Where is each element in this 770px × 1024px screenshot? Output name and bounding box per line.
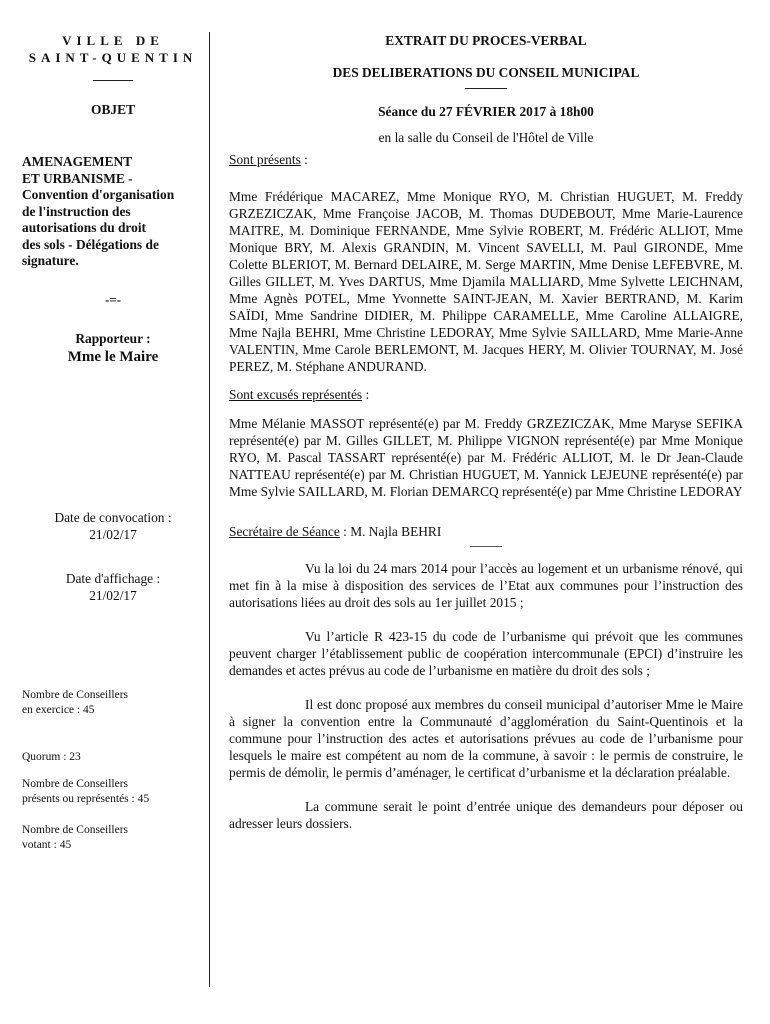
exercice-line-2: en exercice : 45 (22, 703, 95, 716)
presents-line-1: Nombre de Conseillers (22, 777, 129, 790)
seance-date: Séance du 27 FÉVRIER 2017 à 18h00 (378, 104, 594, 119)
subject-line: autorisations du droit (22, 220, 147, 235)
quorum: Quorum : 23 (22, 750, 81, 763)
subject-separator: -=- (104, 291, 122, 307)
column-divider (209, 32, 210, 987)
presents-heading (229, 151, 743, 168)
rapporteur-label: Rapporteur : (75, 330, 151, 346)
secretaire-value: : M. Najla BEHRI (339, 524, 442, 539)
excuses-colon: : (362, 387, 370, 402)
main-content (229, 32, 743, 832)
secretaire-separator (470, 546, 502, 547)
affichage-date: 21/02/17 (89, 587, 137, 603)
city-name (22, 32, 204, 66)
conseillers-votant (22, 823, 204, 853)
city-line-2: SAINT-QUENTIN (28, 50, 198, 65)
paragraph-proposition: Il est donc proposé aux membres du conseil municipal d’autoriser Mme le Maire à signer la convention entre la Communauté d’agglomération du Saint-Quentinois et la commune pour l’instruction des actes et autorisations prévues au code de l’urbanisme pour lesquels le maire est compétent au nom de la commune, à savoir : le permis de construire, le permis de démolir, le permis d’aménager, le certificat d’urbanisme et la déclaration préalable. (229, 697, 743, 780)
title-underline (465, 88, 507, 89)
city-line-1: VILLE DE (62, 33, 164, 48)
deliberation-subject (22, 154, 204, 270)
convocation-date-block (22, 509, 204, 543)
affichage-date-block (22, 570, 204, 604)
city-underline (93, 80, 133, 81)
affichage-label: Date d'affichage : (65, 570, 161, 586)
presents-colon: : (300, 152, 308, 167)
rapporteur-name: Mme le Maire (67, 348, 159, 365)
subject-line: AMENAGEMENT (22, 154, 133, 169)
convocation-date: 21/02/17 (89, 526, 137, 542)
exercice-line-1: Nombre de Conseillers (22, 688, 129, 701)
subject-line: de l'instruction des (22, 203, 131, 219)
paragraph-commune: La commune serait le point d’entrée unique des demandeurs pour déposer ou adresser leurs dossiers. (229, 799, 743, 831)
subject-line: signature. (22, 253, 79, 268)
subject-line: ET URBANISME - (22, 170, 133, 186)
left-margin-column (22, 32, 204, 853)
objet-label: OBJET (91, 102, 135, 117)
presents-label: Sont présents (229, 152, 301, 167)
seance-location: en la salle du Conseil de l'Hôtel de Ville (378, 130, 594, 145)
excuses-list: Mme Mélanie MASSOT représenté(e) par M. Freddy GRZEZICZAK, Mme Maryse SEFIKA représenté(e) par M. Gilles GILLET, M. Philippe VIGNON représenté(e) par Mme Monique RYO, M. Pascal TASSART représenté(e) par M. Frédéric ALLIOT, M. le Dr Jean-Claude NATTEAU représenté(e) par M. Christian HUGUET, M. Yannick LEJEUNE représenté(e) par Mme Sylvie SAILLARD, M. Florian DEMARCQ représenté(e) par Mme Christine LEDORAY (229, 416, 743, 499)
document-title: EXTRAIT DU PROCES-VERBAL (385, 33, 587, 48)
secretaire-label: Secrétaire de Séance (229, 524, 340, 539)
votant-line-1: Nombre de Conseillers (22, 823, 129, 836)
convocation-label: Date de convocation : (54, 509, 172, 525)
secretaire-line (229, 523, 743, 540)
excuses-label: Sont excusés représentés (229, 387, 363, 402)
presents-list: Mme Frédérique MACAREZ, Mme Monique RYO, M. Christian HUGUET, M. Freddy GRZEZICZAK, Mme Françoise JACOB, M. Thomas DUDEBOUT, Mme Marie-Laurence MAITRE, M. Dominique FERNANDE, Mme Sylvie ROBERT, M. Frédéric ALLIOT, Mme Monique BRY, M. Alexis GRANDIN, M. Vincent SAVELLI, M. Paul GIRONDE, Mme Colette BLERIOT, M. Bernard DELAIRE, M. Serge MARTIN, Mme Denise LEFEBVRE, M. Gilles GILLET, M. Yves DARTUS, Mme Djamila MALLIARD, Mme Sylvette LEICHNAM, Mme Agnès POTEL, Mme Yvonnette SAINT-JEAN, M. Xavier BERTRAND, M. Karim SAÏDI, Mme Sandrine DIDIER, M. Philippe CARAMELLE, Mme Caroline ALLAIGRE, Mme Najla BEHRI, Mme Christine LEDORAY, Mme Sylvie SAILLARD, Mme Marie-Anne VALENTIN, Mme Carole BERLEMONT, M. Jacques HERY, M. Olivier TOURNAY, M. José PEREZ, M. Stéphane ANDURAND. (229, 189, 743, 374)
excuses-heading (229, 386, 743, 403)
paragraph-article: Vu l’article R 423-15 du code de l’urbanisme qui prévoit que les communes peuvent charger l’établissement public de coopération intercommunale (EPCI) d’instruire les demandes et actes prévus au code de l’urbanisme en matière du droit des sols ; (229, 629, 743, 678)
presents-line-2: présents ou représentés : 45 (22, 792, 150, 805)
subject-line: Convention d'organisation (22, 187, 175, 202)
document-subtitle: DES DELIBERATIONS DU CONSEIL MUNICIPAL (332, 65, 640, 80)
conseillers-presents (22, 777, 204, 807)
rapporteur-block (22, 331, 204, 365)
conseillers-exercice (22, 688, 204, 718)
subject-line: des sols - Délégations de (22, 236, 159, 252)
votant-line-2: votant : 45 (22, 838, 72, 851)
paragraph-loi: Vu la loi du 24 mars 2014 pour l’accès au logement et un urbanisme rénové, qui met fin à la mise à disposition des services de l’Etat aux communes pour l’instruction des autorisations liées au droit des sols au 1er juillet 2015 ; (229, 561, 743, 610)
